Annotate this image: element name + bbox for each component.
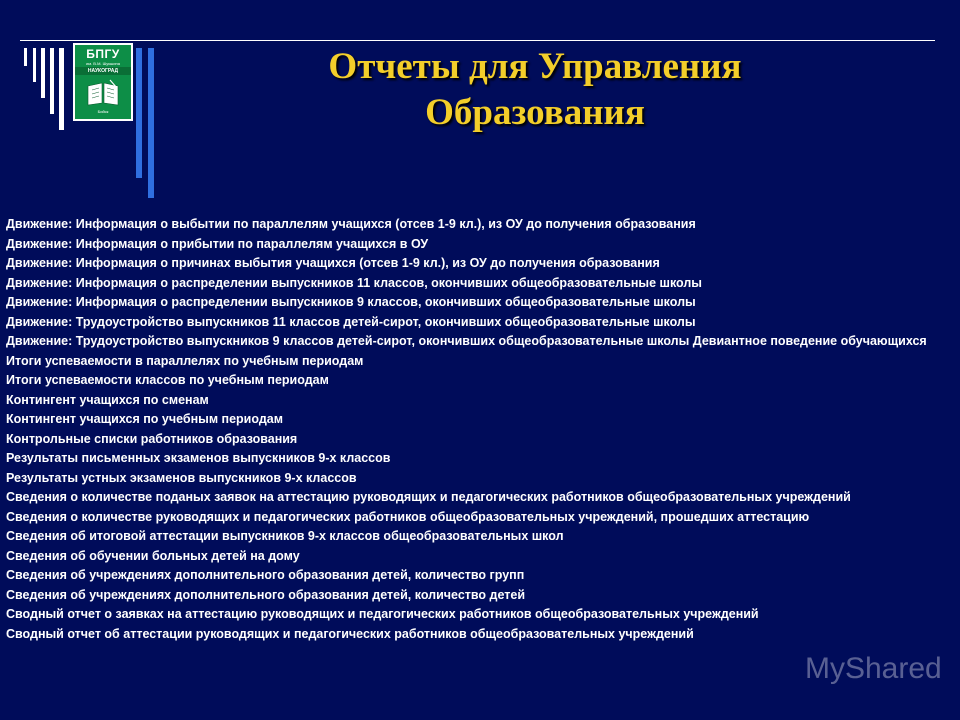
list-item: Сведения о количестве руководящих и педагогических работников общеобразовательных учреждений, прошедших аттестацию (6, 509, 810, 524)
decorative-bar (33, 48, 36, 82)
logo-subtitle: им. В.М. Шукшина (86, 61, 120, 66)
list-item: Движение: Трудоустройство выпускников 11 классов детей-сирот, окончивших общеобразовательные школы (6, 314, 696, 329)
title-line: Образования (425, 92, 645, 133)
decorative-bar (41, 48, 45, 98)
decorative-bar (24, 48, 27, 66)
list-item: Контингент учащихся по сменам (6, 392, 209, 407)
list-item: Сведения об итоговой аттестации выпускников 9-х классов общеобразовательных школ (6, 529, 564, 543)
list-item: Итоги успеваемости классов по учебным периодам (6, 373, 329, 387)
watermark: MyShared (805, 652, 942, 685)
list-item: Результаты письменных экзаменов выпускников 9-х классов (6, 451, 391, 465)
list-item: Сведения об учреждениях дополнительного образования детей, количество детей (6, 587, 526, 602)
logo-bottom-text: Бийск (97, 109, 109, 114)
logo-city: НАУКОГРАД (75, 67, 131, 75)
top-divider-line (20, 40, 935, 41)
list-item: Контингент учащихся по учебным периодам (6, 412, 283, 426)
list-item: Движение: Трудоустройство выпускников 9 классов детей-сирот, окончивших общеобразовательные школы Девиантное поведение обучающихся (6, 334, 927, 348)
open-book-emblem-icon (84, 78, 122, 108)
decorative-bar (136, 48, 142, 178)
decorative-bar (50, 48, 54, 114)
university-logo (73, 43, 133, 121)
list-item: Сводный отчет об аттестации руководящих и педагогических работников общеобразовательных учреждений (6, 626, 694, 641)
list-item: Движение: Информация о распределении выпускников 9 классов, окончивших общеобразовательные школы (6, 295, 696, 309)
list-item: Движение: Информация о причинах выбытия учащихся (отсев 1-9 кл.), из ОУ до получения образования (6, 256, 660, 270)
decorative-bar (59, 48, 64, 130)
list-item: Результаты устных экзаменов выпускников 9-х классов (6, 470, 357, 485)
list-item: Движение: Информация о выбытии по параллелям учащихся (отсев 1-9 кл.), из ОУ до получения образования (6, 217, 696, 231)
list-item: Контрольные списки работников образования (6, 431, 298, 446)
list-item: Движение: Информация о распределении выпускников 11 классов, окончивших общеобразовательные школы (6, 275, 702, 290)
list-item: Итоги успеваемости в параллелях по учебным периодам (6, 353, 364, 368)
list-item: Сводный отчет о заявках на аттестацию руководящих и педагогических работников общеобразовательных учреждений (6, 607, 759, 621)
list-item: Сведения о количестве поданых заявок на аттестацию руководящих и педагогических работников общеобразовательных учреждений (6, 490, 851, 504)
logo-abbreviation: БПГУ (86, 47, 120, 61)
page-title (160, 44, 910, 136)
title-line: Отчеты для Управления (328, 46, 742, 87)
list-item: Сведения об обучении больных детей на дому (6, 548, 300, 563)
decorative-bar (148, 48, 154, 198)
list-item: Движение: Информация о прибытии по параллелям учащихся в ОУ (6, 236, 429, 251)
reports-list (6, 218, 951, 647)
list-item: Сведения об учреждениях дополнительного образования детей, количество групп (6, 568, 525, 582)
